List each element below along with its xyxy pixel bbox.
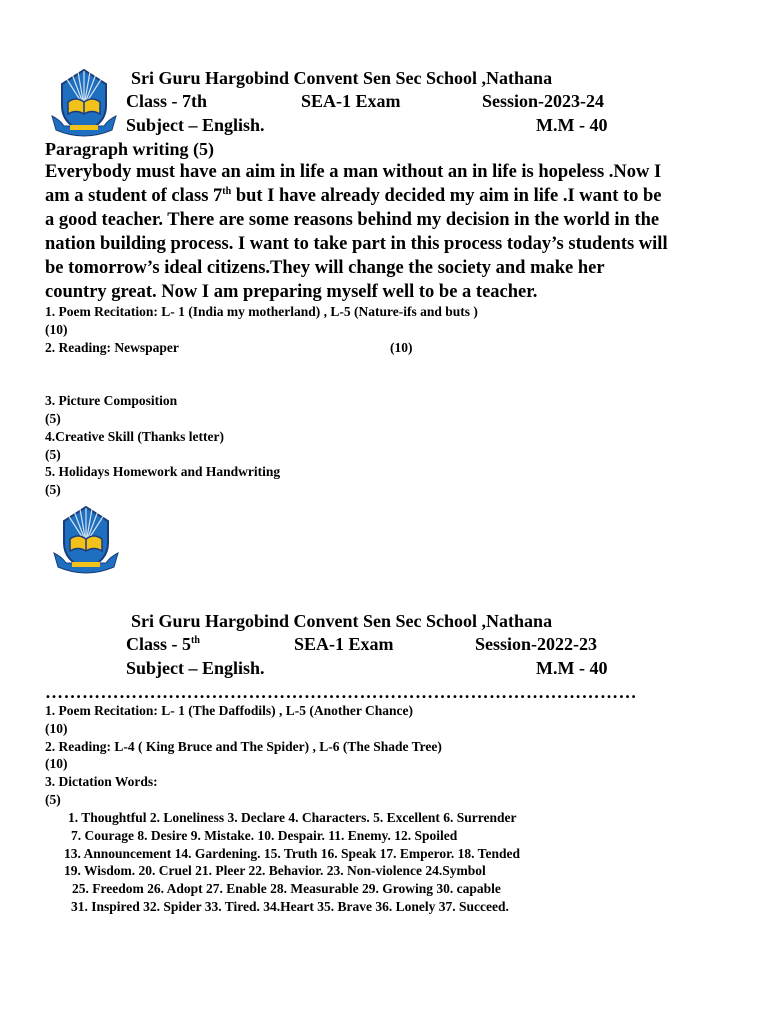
item-poem-recitation: 1. Poem Recitation: L- 1 (The Daffodils) , L-5 (Another Chance) bbox=[45, 703, 413, 718]
exam-label: SEA-1 Exam bbox=[301, 91, 401, 111]
subject-label: Subject – English. bbox=[126, 658, 265, 678]
session-label: Session-2022-23 bbox=[475, 634, 598, 654]
paragraph-line: country great. Now I am preparing myself well to be a teacher. bbox=[45, 282, 538, 302]
paragraph-line: a good teacher. There are some reasons behind my decision in the world in the bbox=[45, 210, 660, 230]
item-poem-recitation: 1. Poem Recitation: L- 1 (India my motherland) , L-5 (Nature-ifs and buts ) bbox=[45, 304, 478, 319]
paragraph-line: be tomorrow’s ideal citizens.They will change the society and make her bbox=[45, 258, 605, 278]
item-dictation: 3. Dictation Words: bbox=[45, 774, 158, 789]
max-marks: M.M - 40 bbox=[536, 658, 608, 678]
subject-label: Subject – English. bbox=[126, 115, 265, 135]
item-holidays-homework: 5. Holidays Homework and Handwriting bbox=[45, 464, 281, 479]
item-marks: (10) bbox=[45, 322, 68, 337]
item-marks: (10) bbox=[45, 756, 68, 771]
exam-label: SEA-1 Exam bbox=[294, 634, 394, 654]
item-marks: (5) bbox=[45, 447, 61, 462]
dictation-word-line: 25. Freedom 26. Adopt 27. Enable 28. Measurable 29. Growing 30. capable bbox=[72, 881, 501, 896]
paragraph-line: Everybody must have an aim in life a man without an in life is hopeless .Now I bbox=[45, 162, 662, 182]
session-label: Session-2023-24 bbox=[482, 91, 605, 111]
item-marks: (5) bbox=[45, 411, 61, 426]
item-marks: (5) bbox=[45, 482, 61, 497]
paragraph-title: Paragraph writing (5) bbox=[45, 139, 214, 159]
item-creative-skill: 4.Creative Skill (Thanks letter) bbox=[45, 429, 224, 444]
item-marks: (10) bbox=[390, 340, 413, 355]
paragraph-text bbox=[45, 160, 735, 304]
school-logo bbox=[50, 66, 118, 143]
paragraph-line: nation building process. I want to take part in this process today’s students will bbox=[45, 234, 668, 254]
dictation-word-line: 13. Announcement 14. Gardening. 15. Truth 16. Speak 17. Emperor. 18. Tended bbox=[64, 846, 520, 861]
item-reading: 2. Reading: Newspaper bbox=[45, 340, 179, 355]
school-name: Sri Guru Hargobind Convent Sen Sec School ,Nathana bbox=[131, 611, 553, 631]
school-logo bbox=[52, 503, 120, 580]
item-marks: (5) bbox=[45, 792, 61, 807]
school-name: Sri Guru Hargobind Convent Sen Sec School ,Nathana bbox=[131, 68, 553, 88]
dictation-word-line: 31. Inspired 32. Spider 33. Tired. 34.Heart 35. Brave 36. Lonely 37. Succeed. bbox=[71, 899, 509, 914]
max-marks: M.M - 40 bbox=[536, 115, 608, 135]
paragraph-line: am a student of class 7th but I have already decided my aim in life .I want to be bbox=[45, 185, 662, 206]
dotted-separator: …………………………………………………………………………………… bbox=[45, 682, 637, 702]
dictation-word-line: 19. Wisdom. 20. Cruel 21. Pleer 22. Behavior. 23. Non-violence 24.Symbol bbox=[64, 863, 486, 878]
class-label: Class - 7th bbox=[126, 91, 208, 111]
item-reading: 2. Reading: L-4 ( King Bruce and The Spider) , L-6 (The Shade Tree) bbox=[45, 739, 442, 754]
class-label: Class - 5th bbox=[126, 634, 200, 654]
dictation-word-line: 7. Courage 8. Desire 9. Mistake. 10. Despair. 11. Enemy. 12. Spoiled bbox=[71, 828, 458, 843]
dictation-word-line: 1. Thoughtful 2. Loneliness 3. Declare 4. Characters. 5. Excellent 6. Surrender bbox=[68, 810, 517, 825]
item-marks: (10) bbox=[45, 721, 68, 736]
item-picture-composition: 3. Picture Composition bbox=[45, 393, 178, 408]
